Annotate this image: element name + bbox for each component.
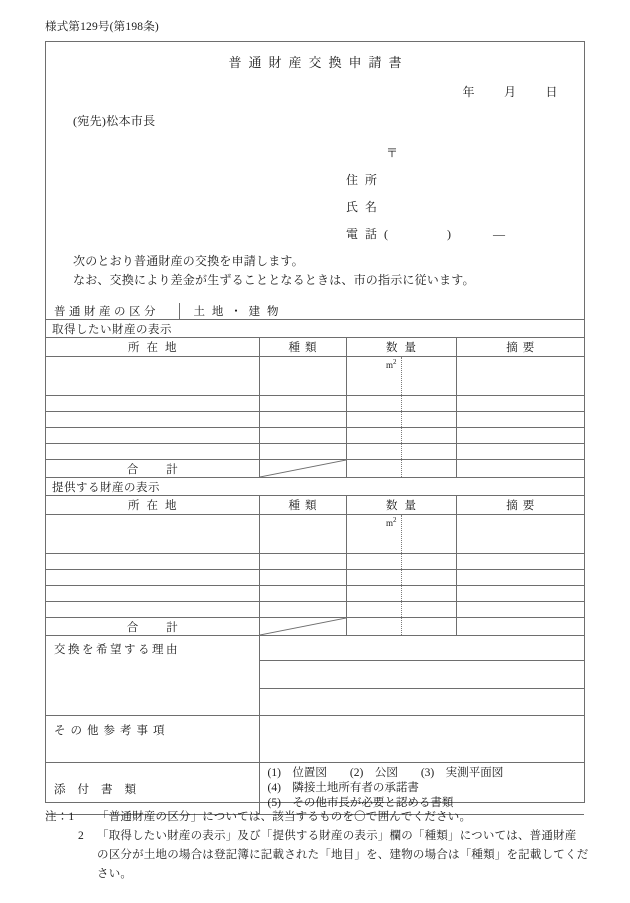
table-row[interactable] [46,570,584,586]
acquire-cell-location-5[interactable] [46,444,259,460]
provide-col-remarks-label: 摘要 [506,500,540,512]
address-row [346,167,505,194]
provide-cell-quantity-5[interactable] [346,602,456,618]
provide-total-quantity-cell[interactable] [346,618,456,636]
acquire-col-location [46,338,259,357]
acquire-header-row [46,338,584,357]
acquire-cell-type-3[interactable] [259,412,346,428]
quantity-divider [401,460,402,477]
application-form-sheet [45,41,585,809]
postal-mark-icon: 〒 [386,146,399,160]
acquire-cell-remarks-5[interactable] [456,444,584,460]
acquire-section-title: 取得したい財産の表示 [52,323,172,336]
other-remarks-label-cell [46,716,259,763]
footnote-2-text [97,827,605,884]
provide-col-location [46,496,259,515]
date-line [462,83,558,100]
provide-cell-quantity-2[interactable] [346,554,456,570]
date-day-label: 日 [545,85,558,99]
statement-line-1: 次のとおり普通財産の交換を申請します。 [73,254,304,268]
quantity-divider [401,396,402,411]
provide-col-quantity [346,496,456,515]
acquire-total-remarks-cell[interactable] [456,460,584,478]
provide-col-quantity-label: 数量 [386,500,423,512]
acquire-col-quantity-label: 数量 [386,342,423,354]
statement-line-2: なお、交換により差金が生ずることとなるときは、市の指示に従います。 [73,273,475,287]
other-remarks-row [46,716,584,763]
provide-header-row [46,496,584,515]
acquire-col-remarks [456,338,584,357]
classification-value: 土 地 ・ 建 物 [193,306,281,318]
footnote-2-line-1: 「取得したい財産の表示」及び「提供する財産の表示」欄の「種類」については、普通財産 [97,830,577,842]
list-item: (5) その他市長が必要と認める書類 [267,797,454,809]
other-remarks-label: その他参考事項 [54,725,170,737]
reason-row-1 [46,636,584,661]
reason-label-cell [46,636,259,716]
list-item: (1) 位置図 (2) 公図 (3) 実測平面図 [267,767,504,779]
provide-cell-quantity-3[interactable] [346,570,456,586]
provide-cell-quantity-1[interactable] [346,515,456,554]
acquire-col-location-label: 所在地 [128,342,184,354]
classification-value-cell[interactable] [179,303,584,320]
provide-total-type-cell [259,618,346,636]
provide-total-remarks-cell[interactable] [456,618,584,636]
telephone-paren-close: ) [447,227,451,241]
acquire-section-title-cell [46,320,584,338]
name-row [346,194,505,221]
quantity-divider [401,554,402,569]
provide-col-location-label: 所在地 [128,500,184,512]
provide-cell-type-1[interactable] [259,515,346,554]
reason-label: 交換を希望する理由 [54,644,180,656]
table-row[interactable] [46,444,584,460]
footnote-1 [45,808,605,827]
acquire-cell-quantity-1[interactable] [346,357,456,396]
table-row[interactable] [46,515,584,554]
footnotes [45,808,605,884]
quantity-divider [401,586,402,601]
reason-value-3[interactable] [259,689,584,716]
provide-cell-type-2[interactable] [259,554,346,570]
quantity-divider [401,570,402,585]
acquire-cell-location-1[interactable] [46,357,259,396]
table-row[interactable] [46,602,584,618]
footnote-2-tag: 2 [78,830,84,842]
footnote-2-line-2: の区分が土地の場合は登記簿に記載された「地目」を、建物の場合は「種類」を記載してくだ [97,849,589,861]
list-item: (4) 隣接土地所有者の承諾書 [267,782,419,794]
provide-cell-quantity-4[interactable] [346,586,456,602]
acquire-cell-type-1[interactable] [259,357,346,396]
provide-cell-location-3[interactable] [46,570,259,586]
classification-row [46,303,584,320]
postal-code-row [346,140,505,167]
classification-label: 普通財産の区分 [54,306,159,318]
acquire-cell-quantity-5[interactable] [346,444,456,460]
telephone-dash: — [493,227,505,241]
acquire-col-type [259,338,346,357]
provide-section-title-row [46,478,584,496]
acquire-cell-quantity-2[interactable] [346,396,456,412]
acquire-cell-type-5[interactable] [259,444,346,460]
acquire-total-label: 合計 [126,463,206,476]
provide-cell-location-5[interactable] [46,602,259,618]
acquire-cell-quantity-4[interactable] [346,428,456,444]
provide-cell-remarks-5[interactable] [456,602,584,618]
acquire-cell-remarks-1[interactable] [456,357,584,396]
date-year-label: 年 [462,85,475,99]
acquire-total-row [46,460,584,478]
provide-cell-location-4[interactable] [46,586,259,602]
attachments-list [259,763,584,815]
attachments-row [46,763,584,815]
provide-cell-location-2[interactable] [46,554,259,570]
footnote-2 [45,827,605,884]
provide-total-row [46,618,584,636]
provide-total-label-cell [46,618,259,636]
table-row[interactable] [46,357,584,396]
table-row[interactable] [46,396,584,412]
classification-label-cell [46,303,179,320]
table-row[interactable] [46,586,584,602]
table-row[interactable] [46,554,584,570]
acquire-col-remarks-label: 摘要 [506,342,540,354]
acquire-cell-remarks-2[interactable] [456,396,584,412]
reason-value-1[interactable] [259,636,584,661]
provide-cell-remarks-1[interactable] [456,515,584,554]
attachments-label-cell [46,763,259,815]
telephone-label: 電話( [346,227,395,241]
applicant-block [346,140,505,248]
unit-label: $m^2$ [386,516,397,528]
form-header-region [46,42,584,303]
quantity-divider [401,618,402,635]
acquire-cell-location-2[interactable] [46,396,259,412]
table-row[interactable] [46,412,584,428]
provide-cell-remarks-3[interactable] [456,570,584,586]
acquire-cell-type-2[interactable] [259,396,346,412]
provide-section-title: 提供する財産の表示 [52,481,160,494]
footnote-2-line-3: さい。 [97,868,133,880]
provide-cell-type-3[interactable] [259,570,346,586]
quantity-divider [401,357,402,395]
acquire-section-title-row [46,320,584,338]
acquire-cell-type-4[interactable] [259,428,346,444]
name-label: 氏名 [346,200,385,214]
unit-label: $m^2$ [386,358,397,370]
footnote-1-tag: 注：1 [45,811,75,823]
page-title: 普通財産交換申請書 [228,55,409,70]
other-remarks-value[interactable] [259,716,584,763]
acquire-cell-location-4[interactable] [46,428,259,444]
attachments-label: 添付書類 [54,783,148,796]
acquire-cell-location-3[interactable] [46,412,259,428]
acquire-total-label-cell [46,460,259,478]
quantity-divider [401,515,402,553]
form-number: 様式第129号(第198条) [45,21,159,33]
acquire-total-quantity-cell[interactable] [346,460,456,478]
reason-value-2[interactable] [259,661,584,689]
quantity-divider [401,444,402,459]
date-month-label: 月 [503,85,517,99]
form-table [46,303,584,815]
quantity-divider [401,412,402,427]
table-row[interactable] [46,428,584,444]
provide-cell-location-1[interactable] [46,515,259,554]
addressee-label: (宛先)松本市長 [73,114,156,128]
provide-col-type-label: 種類 [288,500,322,512]
acquire-col-quantity [346,338,456,357]
provide-col-type [259,496,346,515]
provide-section-title-cell [46,478,584,496]
provide-col-remarks [456,496,584,515]
provide-total-label: 合計 [126,621,206,634]
acquire-cell-remarks-4[interactable] [456,428,584,444]
acquire-col-type-label: 種類 [288,342,322,354]
provide-cell-remarks-2[interactable] [456,554,584,570]
quantity-divider [401,602,402,617]
provide-cell-type-5[interactable] [259,602,346,618]
acquire-cell-remarks-3[interactable] [456,412,584,428]
telephone-row [346,221,505,248]
provide-cell-type-4[interactable] [259,586,346,602]
footnote-1-text: 「普通財産の区分」については、該当するものを〇で囲んでください。 [97,811,472,823]
provide-cell-remarks-4[interactable] [456,586,584,602]
acquire-cell-quantity-3[interactable] [346,412,456,428]
address-label: 住所 [346,173,385,187]
quantity-divider [401,428,402,443]
acquire-total-type-cell [259,460,346,478]
statement-text [73,252,475,290]
